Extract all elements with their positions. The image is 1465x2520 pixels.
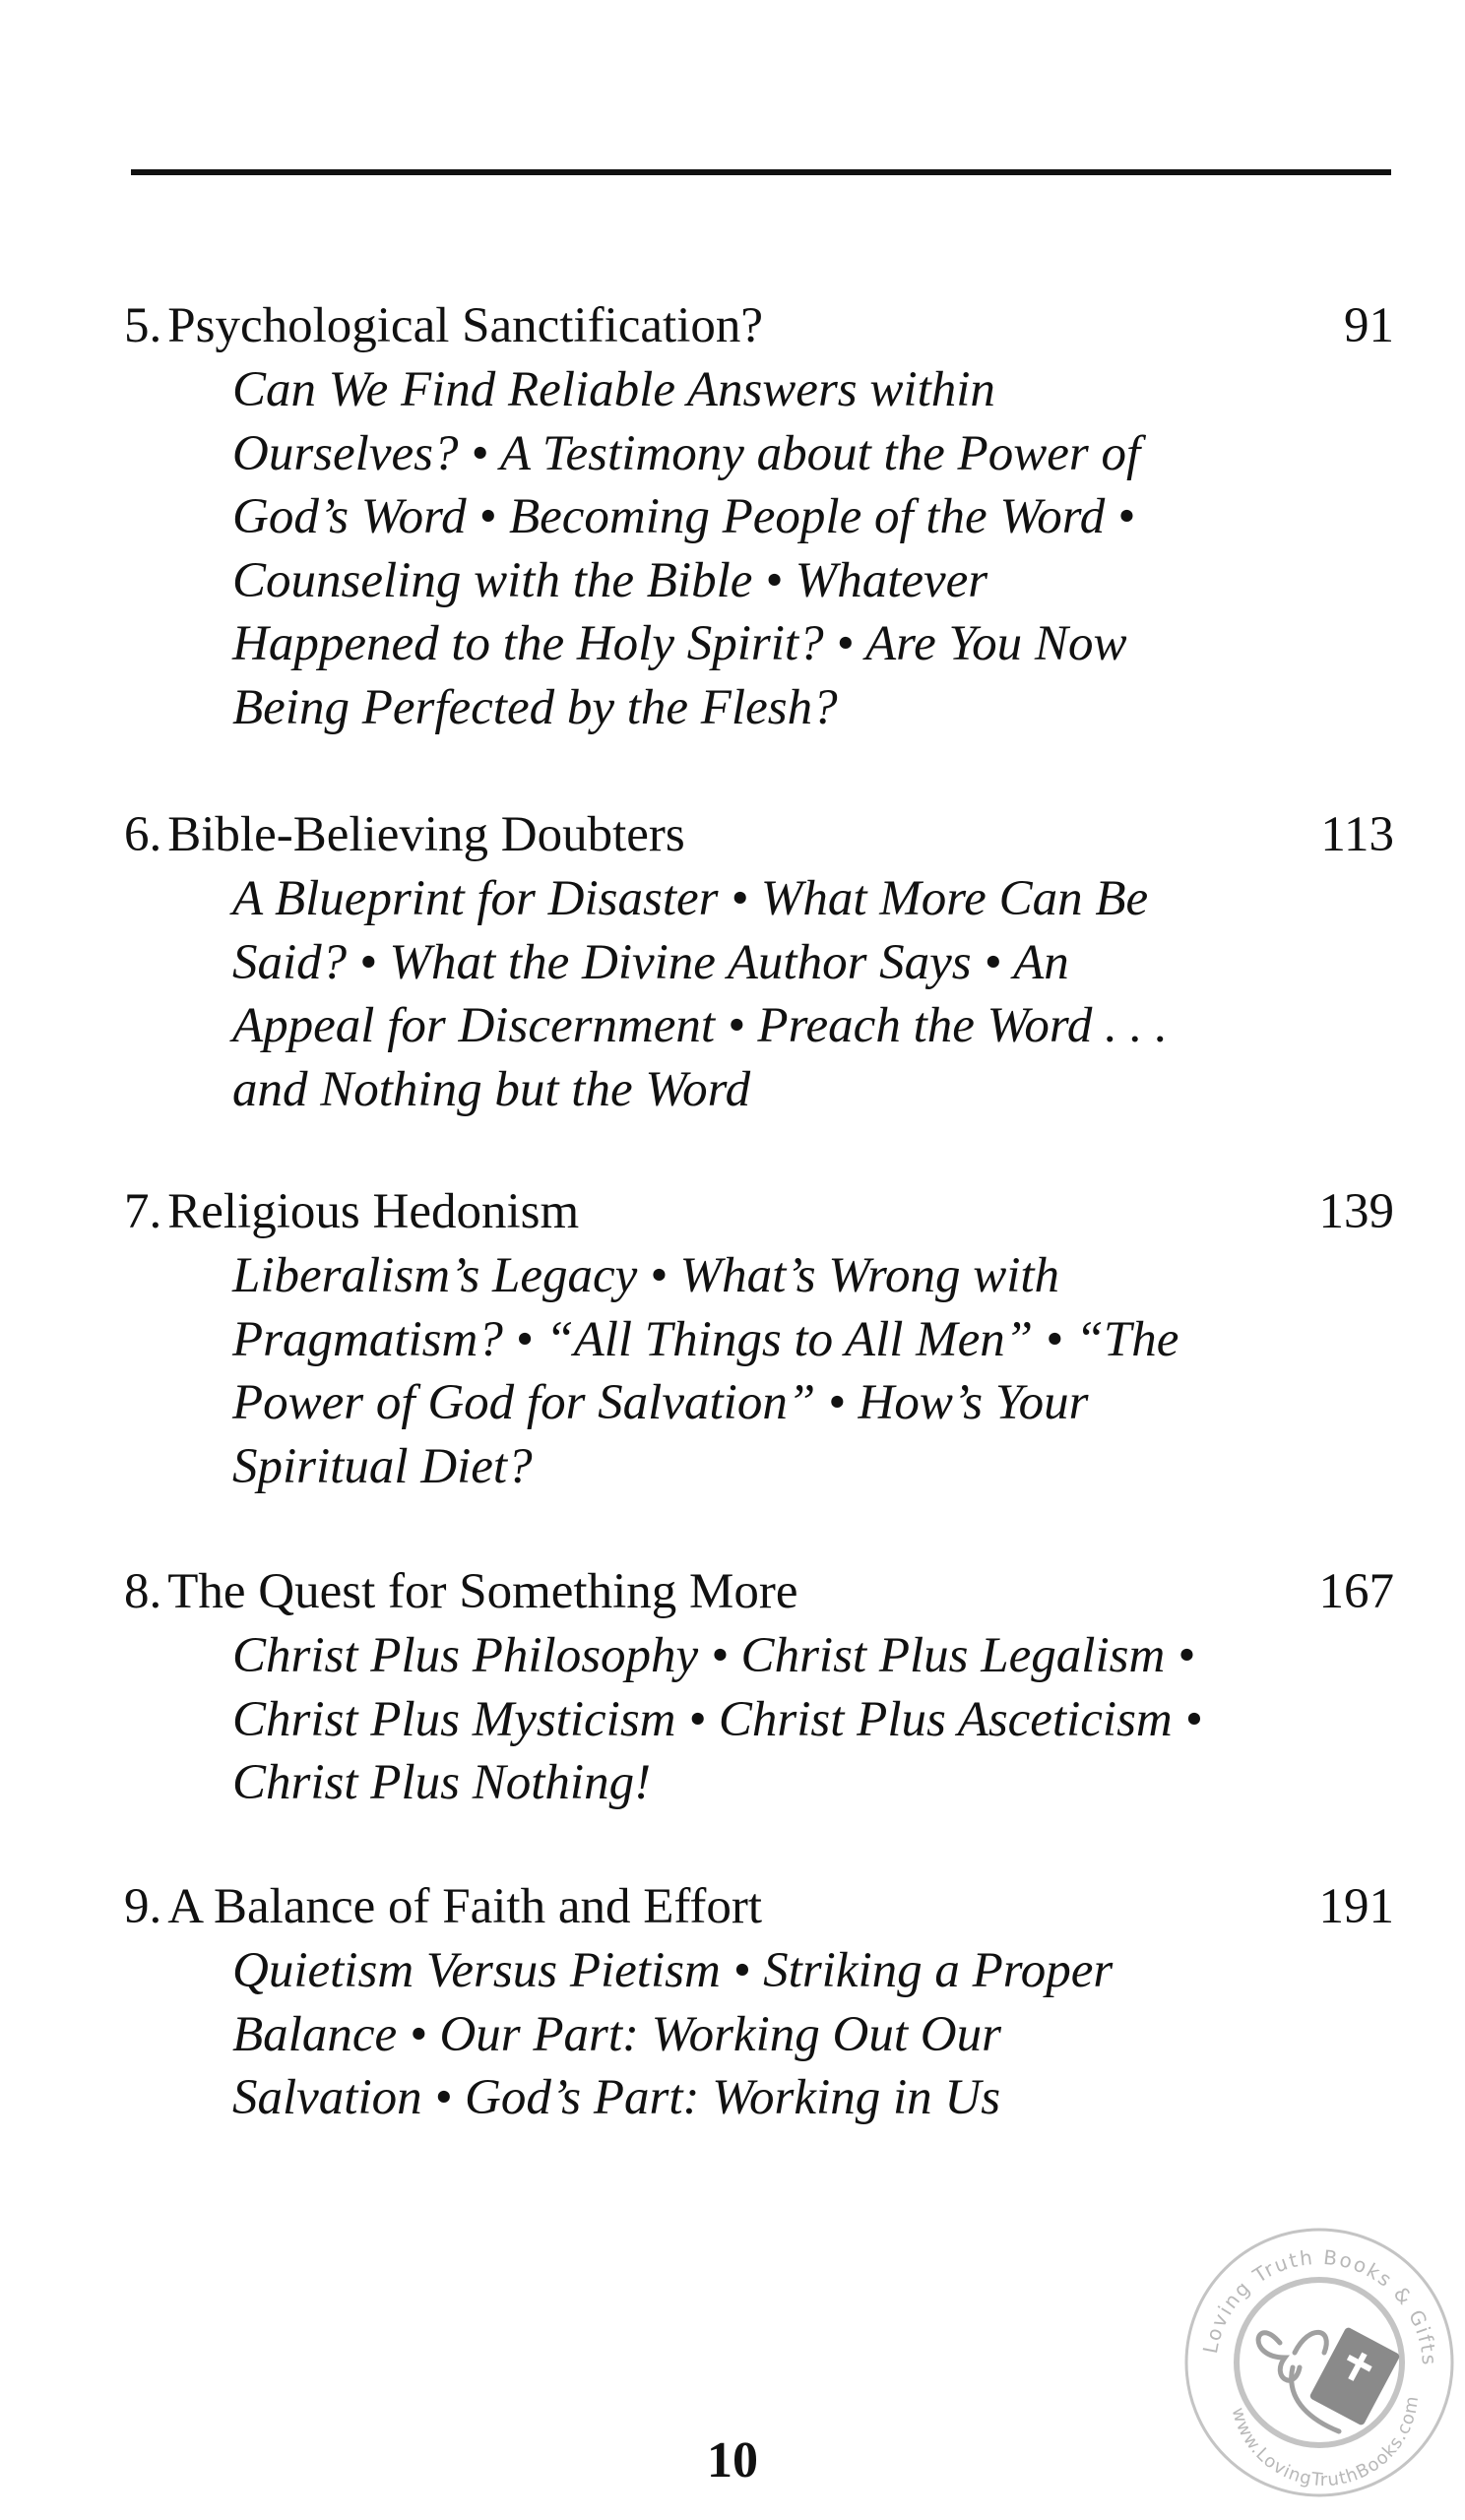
topic-line: Happened to the Holy Spirit? • Are You Now [232,616,1127,671]
toc-entry-5 [124,293,1394,739]
chapter-title: Religious Hedonism [167,1184,580,1239]
topic-line: Spiritual Diet? [232,1438,533,1494]
topic-line: Christ Plus Philosophy • Christ Plus Legalism • [232,1628,1195,1683]
topic-line: Liberalism’s Legacy • What’s Wrong with [232,1248,1060,1303]
toc-entry-heading [124,293,1394,358]
chapter-title: A Balance of Faith and Effort [167,1879,763,1934]
chapter-topics [232,358,1394,739]
topic-line: Appeal for Discernment • Preach the Word . . . [232,998,1168,1053]
page-reference: 167 [1318,1564,1394,1619]
toc-entry-heading [124,1179,1394,1244]
topic-line: Salvation • God’s Part: Working in Us [232,2070,1001,2125]
topic-line: and Nothing but the Word [232,1061,751,1117]
topic-line: Power of God for Salvation” • How’s Your [232,1375,1089,1430]
chapter-topics [232,1244,1394,1498]
toc-entry-8 [124,1559,1394,1815]
topic-line: Said? • What the Divine Author Says • An [232,934,1069,990]
chapter-number: 6. [124,807,162,862]
topic-line: Quietism Versus Pietism • Striking a Proper [232,1943,1114,1998]
page-reference: 91 [1344,298,1394,353]
toc-entry-6 [124,802,1394,1121]
toc-entry-heading [124,1874,1394,1939]
chapter-number: 9. [124,1879,162,1934]
toc-entry-heading [124,1559,1394,1624]
top-rule [131,169,1391,175]
topic-line: Christ Plus Mysticism • Christ Plus Asceticism • [232,1691,1203,1747]
topic-line: Ourselves? • A Testimony about the Power of [232,425,1141,481]
topic-line: Christ Plus Nothing! [232,1755,652,1810]
svg-text:Loving Truth Books & Gifts: Loving Truth Books & Gifts [1197,2244,1442,2367]
topic-line: A Blueprint for Disaster • What More Can Be [232,871,1149,926]
page-number: 10 [707,2432,758,2488]
chapter-topics [232,1624,1394,1815]
chapter-title: Psychological Sanctification? [167,298,764,353]
chapter-topics [232,1939,1394,2130]
page-reference: 191 [1318,1879,1394,1934]
chapter-number: 8. [124,1564,162,1619]
topic-line: Pragmatism? • “All Things to All Men” • “The [232,1311,1179,1367]
page-reference: 113 [1320,807,1394,862]
topic-line: Can We Find Reliable Answers within [232,362,995,417]
chapter-number: 7. [124,1184,162,1239]
topic-line: Being Perfected by the Flesh? [232,679,838,735]
watermark-seal-icon [1177,2220,1462,2505]
page-reference: 139 [1318,1184,1394,1239]
toc-entry-7 [124,1179,1394,1498]
chapter-title: The Quest for Something More [167,1564,798,1619]
chapter-topics [232,867,1394,1121]
topic-line: Balance • Our Part: Working Out Our [232,2006,1001,2062]
chapter-title: Bible-Believing Doubters [167,807,685,862]
topic-line: Counseling with the Bible • Whatever [232,552,988,608]
toc-entry-heading [124,802,1394,867]
toc-entry-9 [124,1874,1394,2130]
svg-text:www.LovingTruthBooks.com: www.LovingTruthBooks.com [1227,2394,1424,2491]
topic-line: God’s Word • Becoming People of the Word • [232,489,1135,544]
chapter-number: 5. [124,298,162,353]
